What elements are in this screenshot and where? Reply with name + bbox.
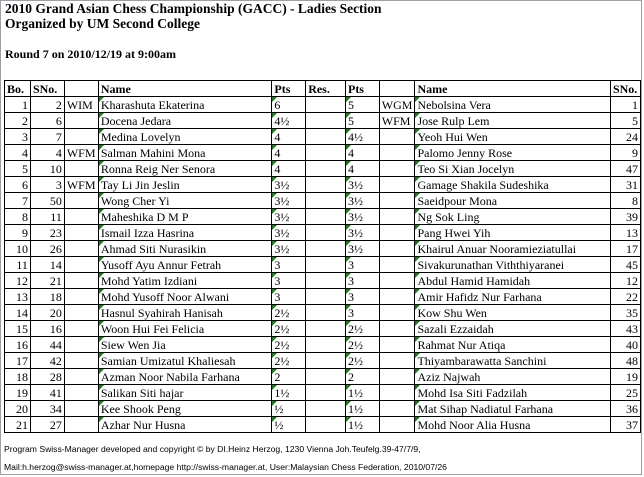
table-row	[5, 241, 641, 257]
round-info: Round 7 on 2010/12/19 at 9:00am	[5, 47, 177, 61]
player-points: 6	[272, 97, 306, 113]
player-name: Wong Cher Yi	[98, 193, 272, 209]
opponent-title	[379, 369, 415, 385]
player-name: Yusoff Ayu Annur Fetrah	[98, 257, 272, 273]
opponent-name: Sazali Ezzaidah	[415, 321, 611, 337]
col-header-result: Res.	[306, 81, 346, 97]
opponent-title: WFM	[379, 113, 415, 129]
opponent-points: 1½	[345, 401, 379, 417]
result-cell	[306, 113, 346, 129]
board-number: 6	[5, 177, 31, 193]
opponent-name: Mat Sihap Nadiatul Farhana	[415, 401, 611, 417]
player-points: 2	[272, 369, 306, 385]
player-points: 3½	[272, 241, 306, 257]
opponent-points: 1½	[345, 417, 379, 433]
start-number: 2	[30, 97, 64, 113]
board-number: 13	[5, 289, 31, 305]
start-number: 42	[30, 353, 64, 369]
player-points: ½	[272, 417, 306, 433]
col-header-sno: SNo.	[30, 81, 64, 97]
opponent-title	[379, 161, 415, 177]
opponent-points: 4½	[345, 129, 379, 145]
opponent-start-number: 47	[610, 161, 640, 177]
player-points: 4	[272, 145, 306, 161]
opponent-points: 2½	[345, 321, 379, 337]
footer-copyright	[4, 440, 447, 475]
opponent-title	[379, 401, 415, 417]
col-header-name-opponent: Name	[415, 81, 611, 97]
opponent-title	[379, 145, 415, 161]
opponent-points: 3½	[345, 241, 379, 257]
player-points: 4	[272, 129, 306, 145]
player-points: 3	[272, 257, 306, 273]
footer-line-2: Mail:h.herzog@swiss-manager.at,homepage http://swiss-manager.at, User:Malaysian Chess Federation, 2010/07/26	[4, 462, 447, 472]
opponent-start-number: 5	[610, 113, 640, 129]
player-title	[64, 129, 98, 145]
opponent-name: Ng Sok Ling	[415, 209, 611, 225]
opponent-start-number: 17	[610, 241, 640, 257]
opponent-name: Gamage Shakila Sudeshika	[415, 177, 611, 193]
opponent-title	[379, 209, 415, 225]
opponent-name: Yeoh Hui Wen	[415, 129, 611, 145]
opponent-start-number: 22	[610, 289, 640, 305]
board-number: 14	[5, 305, 31, 321]
opponent-title	[379, 241, 415, 257]
player-name: Medina Lovelyn	[98, 129, 272, 145]
footer-line-1: Program Swiss-Manager developed and copyright © by DI.Heinz Herzog, 1230 Vienna Joh.Teufelg.39-47/7/9,	[4, 444, 421, 454]
opponent-title	[379, 225, 415, 241]
player-name: Salman Mahini Mona	[98, 145, 272, 161]
player-points: 3	[272, 289, 306, 305]
player-points: 3½	[272, 209, 306, 225]
opponent-name: Saeidpour Mona	[415, 193, 611, 209]
table-row	[5, 225, 641, 241]
col-header-title	[64, 81, 98, 97]
start-number: 14	[30, 257, 64, 273]
player-title	[64, 161, 98, 177]
player-name: Docena Jedara	[98, 113, 272, 129]
player-points: 2½	[272, 321, 306, 337]
result-cell	[306, 177, 346, 193]
player-name: Azhar Nur Husna	[98, 417, 272, 433]
opponent-points: 4	[345, 145, 379, 161]
player-points: 1½	[272, 385, 306, 401]
player-name: Hasnul Syahirah Hanisah	[98, 305, 272, 321]
opponent-points: 5	[345, 113, 379, 129]
start-number: 44	[30, 337, 64, 353]
col-header-board: Bo.	[5, 81, 31, 97]
player-points: 2½	[272, 353, 306, 369]
opponent-name: Mohd Isa Siti Fadzilah	[415, 385, 611, 401]
opponent-title	[379, 257, 415, 273]
opponent-name: Rahmat Nur Atiqa	[415, 337, 611, 353]
player-title	[64, 369, 98, 385]
opponent-points: 1½	[345, 385, 379, 401]
result-cell	[306, 145, 346, 161]
table-row	[5, 369, 641, 385]
opponent-points: 2½	[345, 337, 379, 353]
opponent-points: 3½	[345, 209, 379, 225]
opponent-start-number: 19	[610, 369, 640, 385]
opponent-start-number: 43	[610, 321, 640, 337]
result-cell	[306, 289, 346, 305]
start-number: 34	[30, 401, 64, 417]
table-row	[5, 353, 641, 369]
player-title	[64, 273, 98, 289]
result-cell	[306, 273, 346, 289]
board-number: 5	[5, 161, 31, 177]
start-number: 10	[30, 161, 64, 177]
table-row	[5, 321, 641, 337]
opponent-points: 4	[345, 161, 379, 177]
table-row	[5, 289, 641, 305]
table-row	[5, 193, 641, 209]
opponent-title: WGM	[379, 97, 415, 113]
start-number: 23	[30, 225, 64, 241]
table-row	[5, 305, 641, 321]
player-name: Mohd Yatim Izdiani	[98, 273, 272, 289]
result-cell	[306, 385, 346, 401]
player-title	[64, 241, 98, 257]
table-row	[5, 417, 641, 433]
board-number: 2	[5, 113, 31, 129]
opponent-name: Pang Hwei Yih	[415, 225, 611, 241]
start-number: 20	[30, 305, 64, 321]
opponent-title	[379, 129, 415, 145]
opponent-start-number: 40	[610, 337, 640, 353]
player-points: 3½	[272, 225, 306, 241]
player-name: Kee Shook Peng	[98, 401, 272, 417]
opponent-title	[379, 337, 415, 353]
player-name: Ronna Reig Ner Senora	[98, 161, 272, 177]
table-header-row	[5, 81, 641, 97]
opponent-points: 3½	[345, 193, 379, 209]
board-number: 21	[5, 417, 31, 433]
opponent-start-number: 1	[610, 97, 640, 113]
start-number: 21	[30, 273, 64, 289]
player-name: Ahmad Siti Nurasikin	[98, 241, 272, 257]
player-title	[64, 257, 98, 273]
player-name: Tay Li Jin Jeslin	[98, 177, 272, 193]
result-cell	[306, 321, 346, 337]
board-number: 10	[5, 241, 31, 257]
col-header-name: Name	[98, 81, 272, 97]
opponent-points: 3½	[345, 225, 379, 241]
opponent-start-number: 39	[610, 209, 640, 225]
table-row	[5, 113, 641, 129]
opponent-title	[379, 353, 415, 369]
player-title	[64, 289, 98, 305]
opponent-title	[379, 177, 415, 193]
opponent-points: 2	[345, 369, 379, 385]
board-number: 8	[5, 209, 31, 225]
opponent-title	[379, 273, 415, 289]
player-name: Siew Wen Jia	[98, 337, 272, 353]
opponent-points: 3½	[345, 177, 379, 193]
player-name: Salikan Siti hajar	[98, 385, 272, 401]
result-cell	[306, 241, 346, 257]
player-name: Azman Noor Nabila Farhana	[98, 369, 272, 385]
result-cell	[306, 305, 346, 321]
opponent-start-number: 36	[610, 401, 640, 417]
player-points: 3½	[272, 193, 306, 209]
player-name: Woon Hui Fei Felicia	[98, 321, 272, 337]
board-number: 17	[5, 353, 31, 369]
player-title: WIM	[64, 97, 98, 113]
opponent-start-number: 24	[610, 129, 640, 145]
board-number: 11	[5, 257, 31, 273]
opponent-name: Amir Hafidz Nur Farhana	[415, 289, 611, 305]
player-title	[64, 209, 98, 225]
pairings-table	[4, 80, 641, 433]
table-row	[5, 401, 641, 417]
start-number: 3	[30, 177, 64, 193]
opponent-name: Khairul Anuar Nooramieziatullai	[415, 241, 611, 257]
start-number: 26	[30, 241, 64, 257]
player-name: Kharashuta Ekaterina	[98, 97, 272, 113]
col-header-sno-opponent: SNo.	[610, 81, 640, 97]
opponent-title	[379, 321, 415, 337]
opponent-start-number: 45	[610, 257, 640, 273]
board-number: 7	[5, 193, 31, 209]
opponent-name: Kow Shu Wen	[415, 305, 611, 321]
table-row	[5, 385, 641, 401]
start-number: 41	[30, 385, 64, 401]
opponent-name: Teo Si Xian Jocelyn	[415, 161, 611, 177]
opponent-points: 3	[345, 273, 379, 289]
board-number: 18	[5, 369, 31, 385]
table-row	[5, 273, 641, 289]
opponent-points: 3	[345, 257, 379, 273]
opponent-name: Nebolsina Vera	[415, 97, 611, 113]
player-name: Maheshika D M P	[98, 209, 272, 225]
start-number: 18	[30, 289, 64, 305]
start-number: 27	[30, 417, 64, 433]
player-title	[64, 385, 98, 401]
result-cell	[306, 161, 346, 177]
player-title	[64, 113, 98, 129]
result-cell	[306, 193, 346, 209]
player-points: 2½	[272, 305, 306, 321]
opponent-start-number: 31	[610, 177, 640, 193]
board-number: 9	[5, 225, 31, 241]
opponent-start-number: 9	[610, 145, 640, 161]
player-title	[64, 321, 98, 337]
opponent-start-number: 25	[610, 385, 640, 401]
table-row	[5, 209, 641, 225]
table-row	[5, 145, 641, 161]
player-points: 4½	[272, 113, 306, 129]
opponent-name: Mohd Noor Alia Husna	[415, 417, 611, 433]
result-cell	[306, 97, 346, 113]
opponent-start-number: 35	[610, 305, 640, 321]
col-header-title-opponent	[379, 81, 415, 97]
opponent-title	[379, 289, 415, 305]
player-title	[64, 305, 98, 321]
opponent-start-number: 12	[610, 273, 640, 289]
opponent-title	[379, 305, 415, 321]
opponent-title	[379, 385, 415, 401]
opponent-name: Palomo Jenny Rose	[415, 145, 611, 161]
player-title	[64, 193, 98, 209]
opponent-start-number: 37	[610, 417, 640, 433]
player-title	[64, 353, 98, 369]
opponent-start-number: 13	[610, 225, 640, 241]
table-row	[5, 177, 641, 193]
table-row	[5, 257, 641, 273]
opponent-title	[379, 417, 415, 433]
opponent-points: 5	[345, 97, 379, 113]
opponent-name: Aziz Najwah	[415, 369, 611, 385]
opponent-points: 3	[345, 305, 379, 321]
result-cell	[306, 369, 346, 385]
table-row	[5, 337, 641, 353]
start-number: 4	[30, 145, 64, 161]
start-number: 16	[30, 321, 64, 337]
board-number: 4	[5, 145, 31, 161]
board-number: 15	[5, 321, 31, 337]
board-number: 16	[5, 337, 31, 353]
board-number: 1	[5, 97, 31, 113]
player-title	[64, 401, 98, 417]
start-number: 6	[30, 113, 64, 129]
result-cell	[306, 129, 346, 145]
board-number: 20	[5, 401, 31, 417]
board-number: 19	[5, 385, 31, 401]
player-points: 4	[272, 161, 306, 177]
start-number: 28	[30, 369, 64, 385]
result-cell	[306, 353, 346, 369]
player-points: 2½	[272, 337, 306, 353]
opponent-points: 3	[345, 289, 379, 305]
opponent-points: 2½	[345, 353, 379, 369]
result-cell	[306, 401, 346, 417]
page-title: 2010 Grand Asian Chess Championship (GACC) - Ladies Section	[5, 1, 382, 16]
player-points: 3	[272, 273, 306, 289]
result-cell	[306, 417, 346, 433]
player-title	[64, 225, 98, 241]
start-number: 11	[30, 209, 64, 225]
opponent-name: Sivakurunathan Viththiyaranei	[415, 257, 611, 273]
player-title	[64, 337, 98, 353]
table-row	[5, 97, 641, 113]
table-row	[5, 161, 641, 177]
opponent-start-number: 8	[610, 193, 640, 209]
start-number: 7	[30, 129, 64, 145]
result-cell	[306, 209, 346, 225]
result-cell	[306, 257, 346, 273]
player-title	[64, 417, 98, 433]
player-title: WFM	[64, 177, 98, 193]
player-name: Mohd Yusoff Noor Alwani	[98, 289, 272, 305]
start-number: 50	[30, 193, 64, 209]
player-points: ½	[272, 401, 306, 417]
col-header-pts-opponent: Pts	[345, 81, 379, 97]
table-row	[5, 129, 641, 145]
opponent-name: Abdul Hamid Hamidah	[415, 273, 611, 289]
opponent-title	[379, 193, 415, 209]
board-number: 12	[5, 273, 31, 289]
player-name: Ismail Izza Hasrina	[98, 225, 272, 241]
opponent-start-number: 48	[610, 353, 640, 369]
player-points: 3½	[272, 177, 306, 193]
result-cell	[306, 337, 346, 353]
opponent-name: Jose Rulp Lem	[415, 113, 611, 129]
player-title: WFM	[64, 145, 98, 161]
col-header-pts: Pts	[272, 81, 306, 97]
board-number: 3	[5, 129, 31, 145]
result-cell	[306, 225, 346, 241]
organizer-subtitle: Organized by UM Second College	[5, 16, 200, 31]
opponent-name: Thiyambarawatta Sanchini	[415, 353, 611, 369]
player-name: Samian Umizatul Khaliesah	[98, 353, 272, 369]
